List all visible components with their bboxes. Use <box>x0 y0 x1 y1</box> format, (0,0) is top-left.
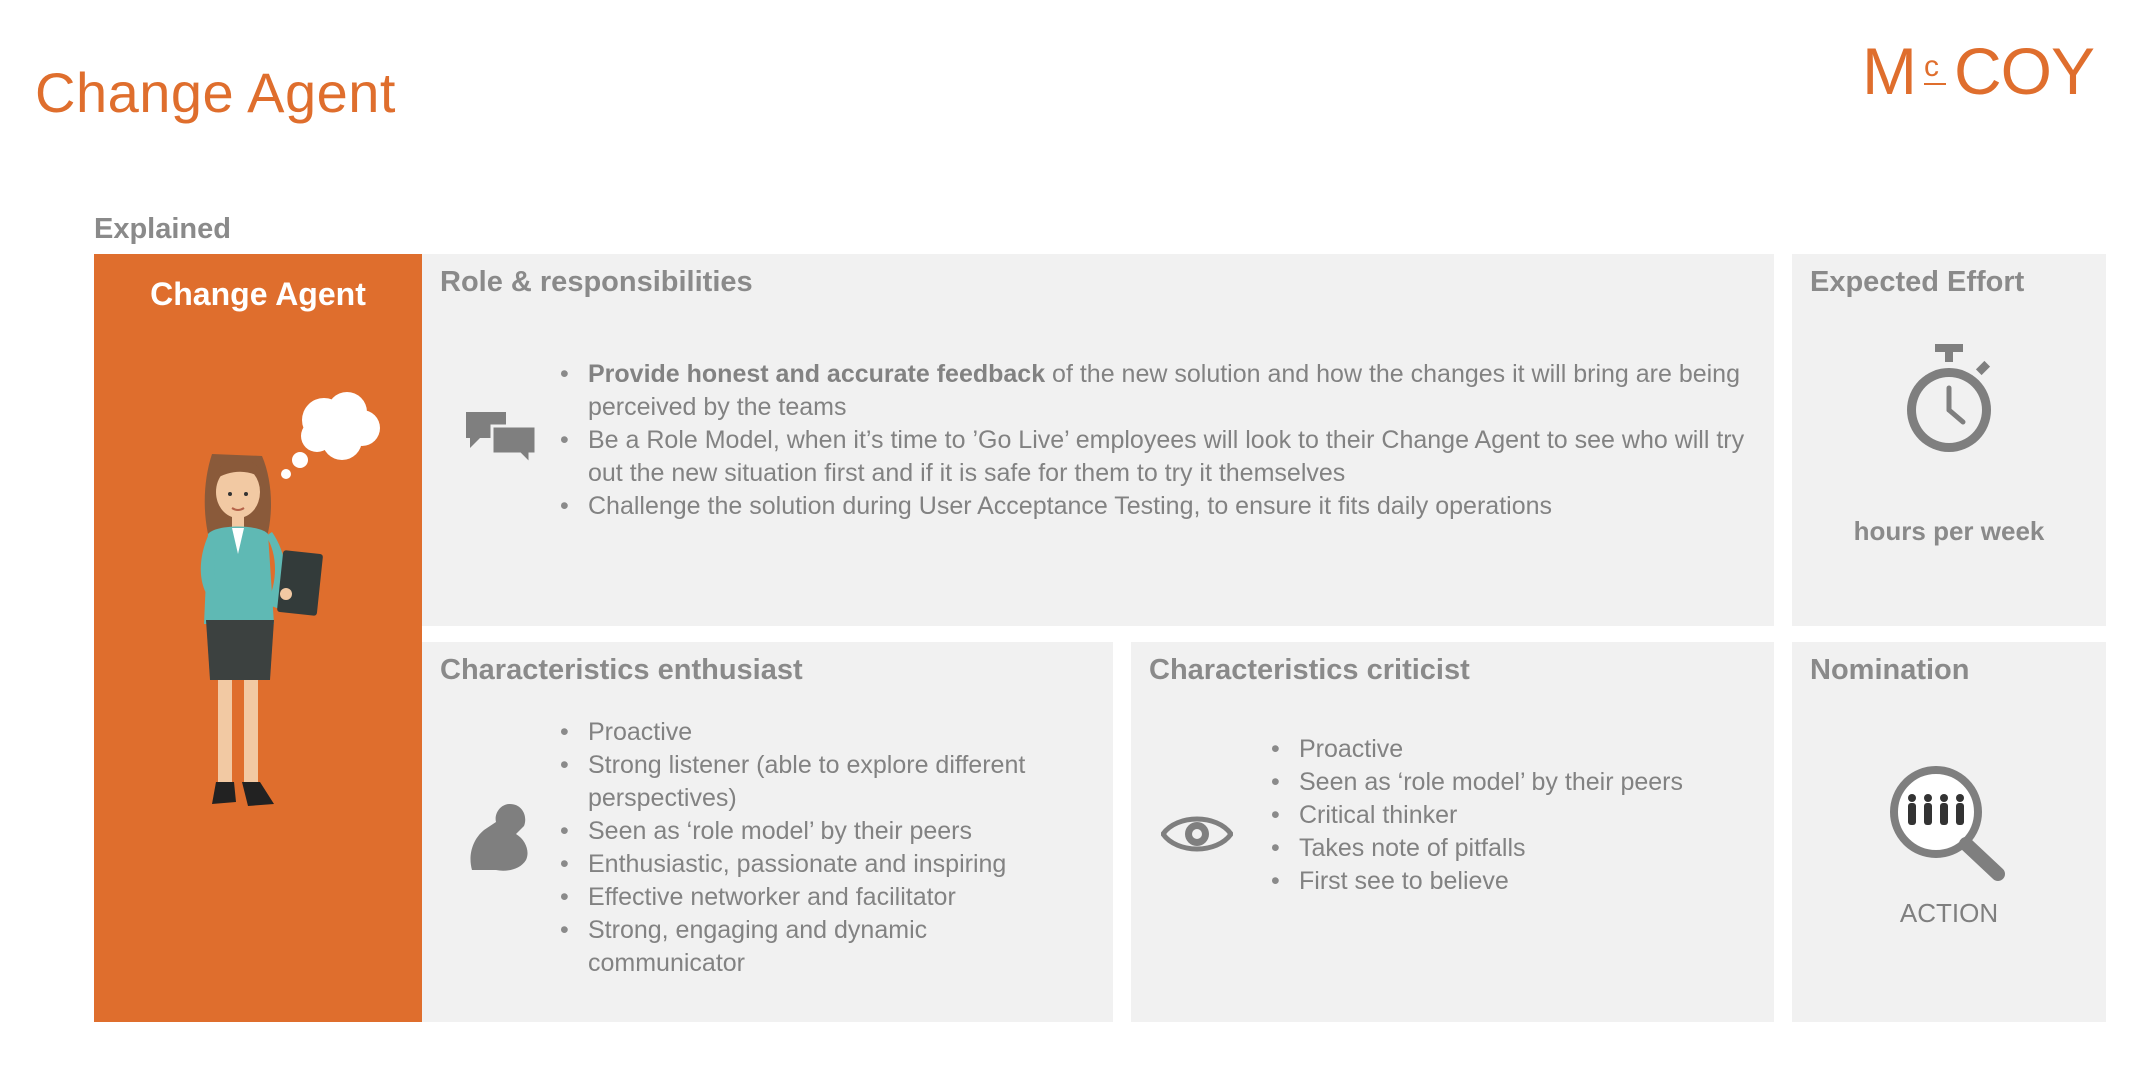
role-panel <box>422 254 1774 626</box>
list-item: • Critical thinker <box>1265 799 1745 832</box>
list-item: • Effective networker and facilitator <box>554 881 1074 914</box>
nomination-panel <box>1792 642 2106 1022</box>
criticist-panel <box>1131 642 1774 1022</box>
list-item: • Takes note of pitfalls <box>1265 832 1745 865</box>
mccoy-logo <box>1862 32 2112 102</box>
eye-icon <box>1161 812 1233 856</box>
list-item: • Enthusiastic, passionate and inspiring <box>554 848 1074 881</box>
woman-with-tablet-illustration <box>182 384 402 824</box>
agent-panel <box>94 254 422 1022</box>
list-item: • Seen as ‘role model’ by their peers <box>554 815 1074 848</box>
list-item: • Strong listener (able to explore different perspectives) <box>554 749 1074 815</box>
effort-title: Expected Effort <box>1810 266 2025 298</box>
list-item: • Provide honest and accurate feedback of the new solution and how the changes it will bring are being perceived by the teams <box>554 358 1754 424</box>
svg-text:M: M <box>1862 34 1916 102</box>
list-item: • Be a Role Model, when it’s time to ’Go Live’ employees will look to their Change Agent to see who will try out the new situation first and if it is safe for them to try it themselves <box>554 424 1754 490</box>
nomination-title: Nomination <box>1810 654 1970 686</box>
list-item: • Strong, engaging and dynamic communicator <box>554 914 1074 980</box>
svg-text:COY: COY <box>1954 34 2095 102</box>
list-item: • Seen as ‘role model’ by their peers <box>1265 766 1745 799</box>
list-item: • Challenge the solution during User Acceptance Testing, to ensure it fits daily operations <box>554 490 1754 523</box>
flexed-arm-icon <box>466 800 532 874</box>
list-item: • Proactive <box>554 716 1074 749</box>
list-item: • Proactive <box>1265 733 1745 766</box>
criticist-title: Characteristics criticist <box>1149 654 1470 686</box>
list-item: • First see to believe <box>1265 865 1745 898</box>
criticist-list <box>1265 733 1745 898</box>
stopwatch-icon <box>1899 344 1999 460</box>
role-list <box>554 358 1754 523</box>
speech-bubbles-icon <box>464 410 538 466</box>
agent-panel-title: Change Agent <box>150 276 366 312</box>
role-title: Role & responsibilities <box>440 266 753 298</box>
effort-panel <box>1792 254 2106 626</box>
effort-label: hours per week <box>1853 516 2045 546</box>
enthusiast-title: Characteristics enthusiast <box>440 654 803 686</box>
svg-text:c: c <box>1924 50 1939 83</box>
page-title: Change Agent <box>35 61 396 124</box>
enthusiast-list <box>554 716 1074 980</box>
section-label: Explained <box>94 213 231 245</box>
magnifier-people-icon <box>1890 766 2008 882</box>
nomination-label: ACTION <box>1899 898 1999 928</box>
enthusiast-panel <box>422 642 1113 1022</box>
